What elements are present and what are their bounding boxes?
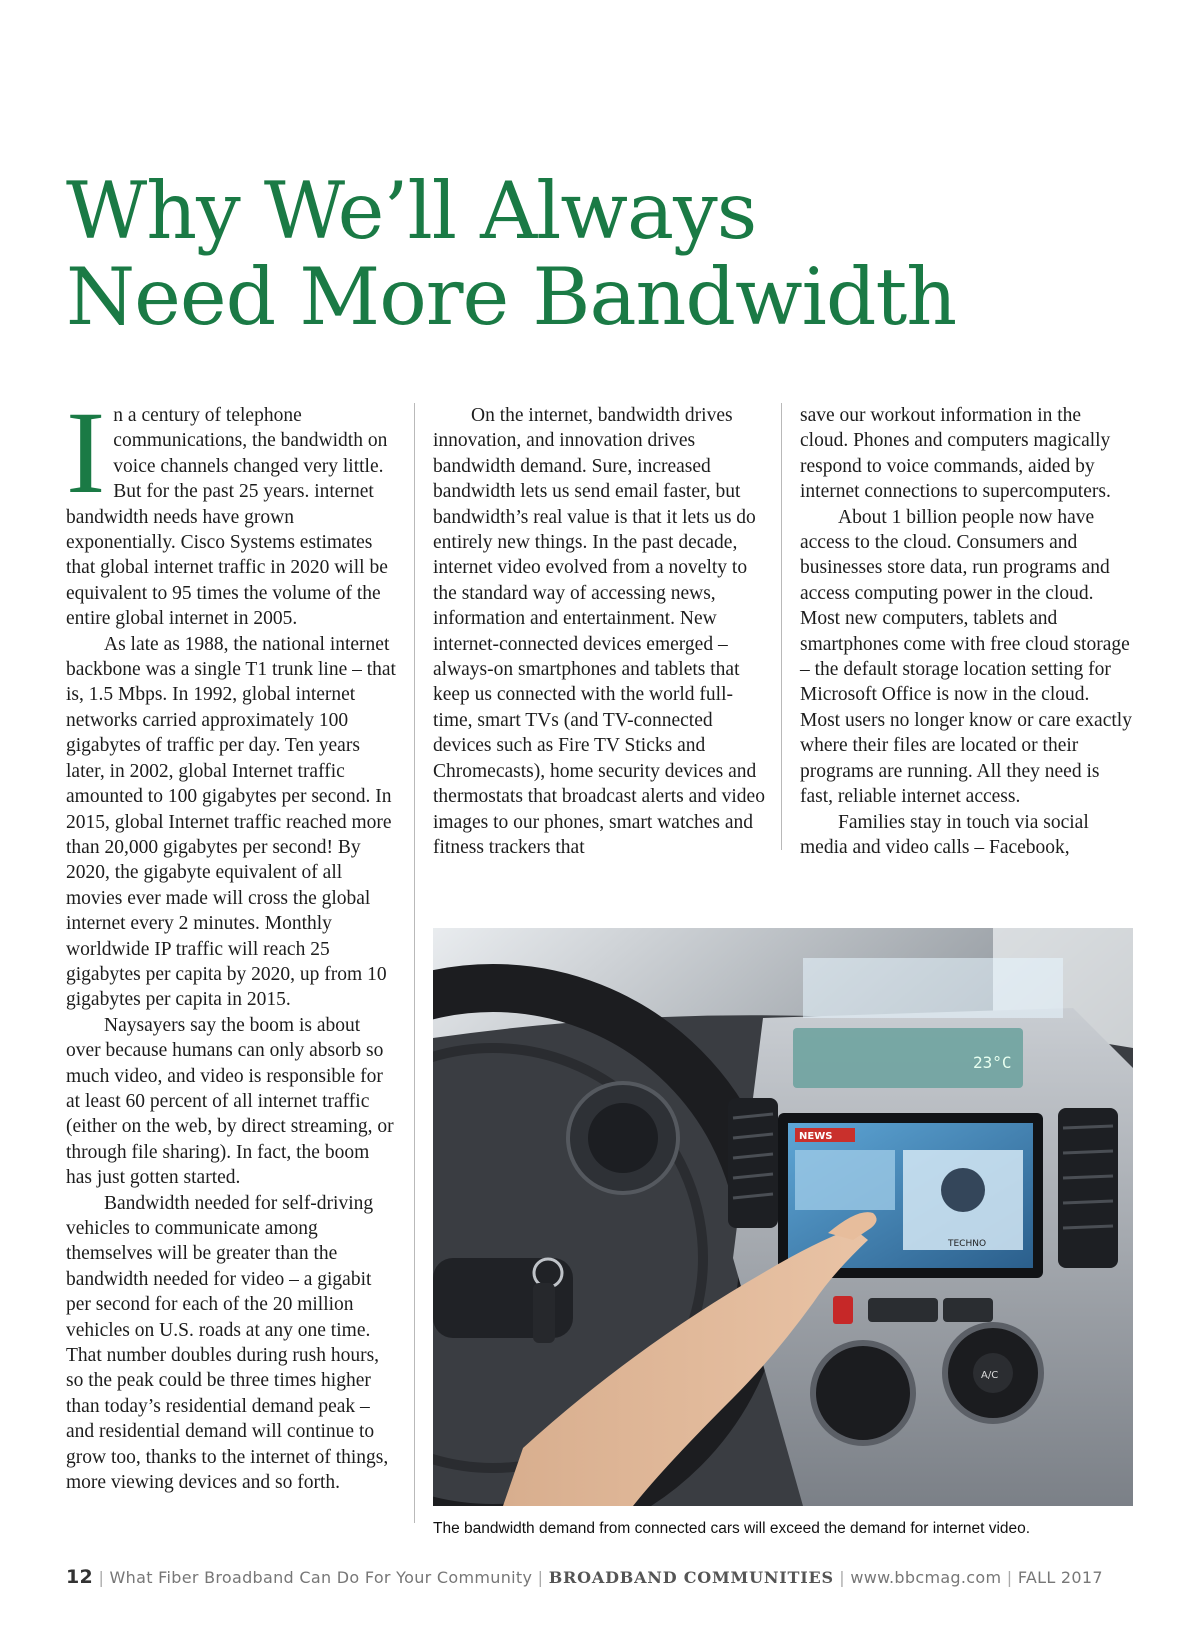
article-column-1 [66,387,396,1495]
column-1-paragraph-1-text: n a century of telephone communications, the bandwidth on voice channels changed very little. But for the past 25 years. internet bandwidth needs have grown exponentially. Cisco Systems estimates that global internet traffic in 2020 will be equivalent to 95 times the volume of the entire global internet in 2005. [66,405,388,630]
column-1-paragraph-4: Bandwidth needed for self-driving vehicles to communicate among themselves will be greater than the bandwidth needed for video – a gigabit per second for each of the 20 million vehicles on U.S. roads at any one time. That number doubles during rush hours, so the peak could be three times higher than today’s residential demand peak – and residential demand will continue to grow too, thanks to the internet of things, more viewing devices and so forth. [66,1192,389,1494]
article-headline [66,165,1066,343]
connected-car-photo [433,928,1133,1506]
article-column-3 [800,403,1134,860]
photo-caption: The bandwidth demand from connected cars will exceed the demand for internet video. [433,1520,1031,1537]
column-3-paragraph-3: Families stay in touch via social media and video calls – Facebook, [800,811,1089,858]
ac-knob-label: A/C [981,1370,999,1381]
article-column-2 [433,403,765,860]
footer-section-title: What Fiber Broadband Can Do For Your Community [109,1568,533,1587]
column-3-paragraph-2: About 1 billion people now have access to the cloud. Consumers and businesses store data, run programs and access computing power in the cloud. Most new computers, tablets and smartphones come with free cloud storage – the default storage location setting for Microsoft Office is now in the cloud. Most users no longer know or care exactly where their files are located or their programs are running. All they need is fast, reliable internet access. [800,506,1132,808]
column-1-paragraph-3: Naysayers say the boom is about over because humans can only absorb so much video, and video is responsible for at least 60 percent of all internet traffic (either on the web, by direct streaming, or through file sharing). In fact, the boom has just gotten started. [66,1014,394,1189]
column-1-paragraph-1 [66,387,396,632]
column-3-paragraph-1: save our workout information in the cloud. Phones and computers magically respond to voice commands, aided by internet connections to supercomputers. [800,405,1111,503]
footer-issue: FALL 2017 [1017,1568,1103,1587]
footer-publication-name: BROADBAND COMMUNITIES [548,1568,834,1587]
column-1-paragraph-2: As late as 1988, the national internet backbone was a single T1 trunk line – that is, 1.5 Mbps. In 1992, global internet networks carried approximately 100 gigabytes of traffic per day. Ten years later, in 2002, global Internet traffic amounted to 100 gigabytes per second. In 2015, global Internet traffic reached more than 20,000 gigabytes per second! By 2020, the gigabyte equivalent of all movies ever made will cross the global internet every 2 minutes. Monthly worldwide IP traffic will reach 25 gigabytes per capita by 2020, up from 10 gigabytes per capita in 2015. [66,633,396,1011]
column-2-paragraph-1: On the internet, bandwidth drives innovation, and innovation drives bandwidth demand. Sure, increased bandwidth lets us send email faster, but bandwidth’s real value is that it lets us do entirely new things. In the past decade, internet video evolved from a novelty to the standard way of accessing news, information and entertainment. New internet-connected devices emerged – always-on smartphones and tablets that keep us connected with the world full-time, smart TVs (and TV-connected devices such as Fire TV Sticks and Chromecasts), home security devices and thermostats that broadcast alerts and video images to our phones, smart watches and fitness trackers that [433,405,765,858]
page-number: 12 [66,1566,94,1588]
footer-separator: | [98,1568,105,1587]
car-dashboard-illustration [433,928,1133,1506]
column-divider-2 [781,403,782,850]
drop-cap: I [66,387,106,518]
dash-temperature-readout: 23°C [973,1053,1012,1072]
footer-website: www.bbcmag.com [850,1568,1002,1587]
headline-line-2: Need More Bandwidth [66,251,957,343]
screen-news-label: NEWS [799,1131,833,1142]
footer-separator: | [839,1568,845,1587]
headline-line-1: Why We’ll Always [66,165,757,257]
column-divider-1 [414,403,415,1523]
footer-separator: | [1006,1568,1013,1587]
page-footer [66,1566,1146,1588]
screen-techno-label: TECHNO [948,1239,987,1249]
footer-separator: | [537,1568,544,1587]
